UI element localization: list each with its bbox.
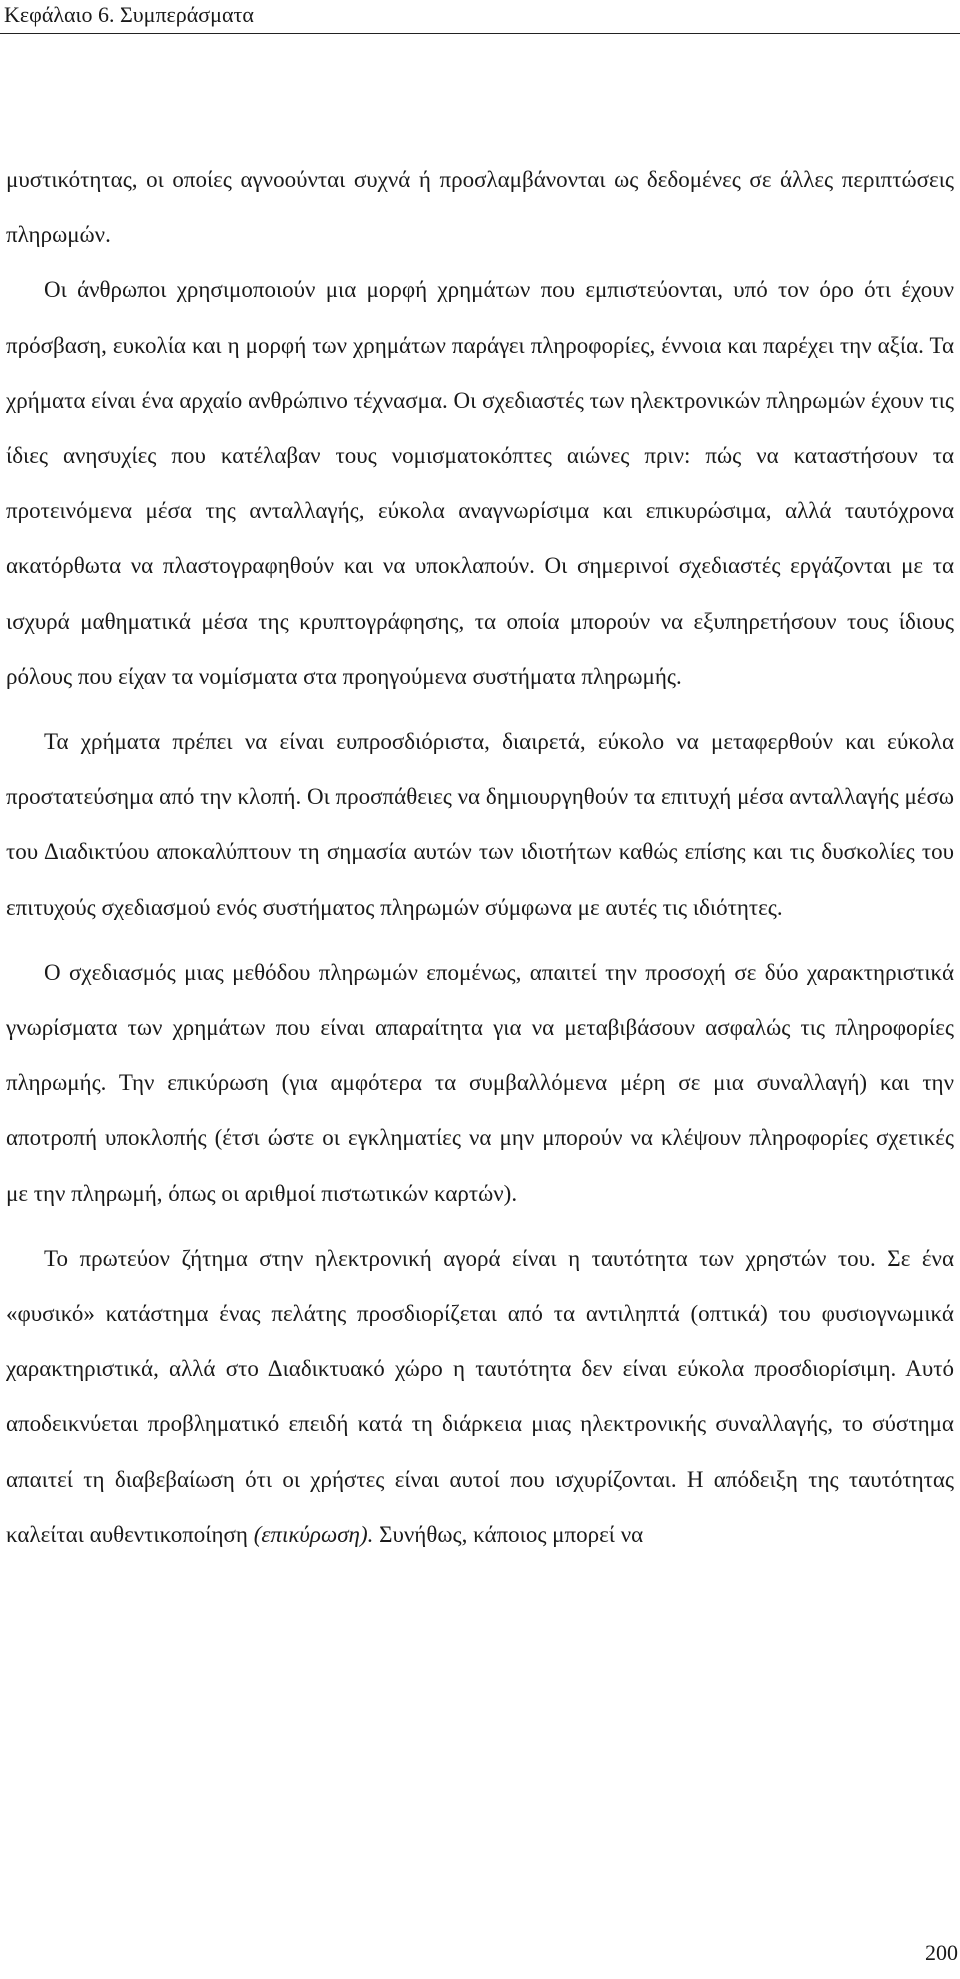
paragraph: Οι άνθρωποι χρησιμοποιούν μια μορφή χρημάτων που εμπιστεύονται, υπό τον όρο ότι έχουν πρόσβαση, ευκολία και η μορφή των χρημάτων παράγει πληροφορίες, έννοια και παρέχει την αξία. Τα χρήματα είναι ένα αρχαίο ανθρώπινο τέχνασμα. Οι σχεδιαστές των ηλεκτρονικών πληρωμών έχουν τις ίδιες ανησυχίες που κατέλαβαν τους νομισματοκόπτες αιώνες πριν: πώς να καταστήσουν τα προτεινόμενα μέσα της ανταλλαγής, εύκολα αναγνωρίσιμα και επικυρώσιμα, αλλά ταυτόχρονα ακατόρθωτα να πλαστογραφηθούν και να υποκλαπούν. Οι σημερινοί σχεδιαστές εργάζονται με τα ισχυρά μαθηματικά μέσα της κρυπτογράφησης, τα οποία μπορούν να εξυπηρετήσουν τους ίδιους ρόλους που είχαν τα νομίσματα στα προηγούμενα συστήματα πληρωμής. [6, 277, 954, 689]
paragraph-text: Το πρωτεύον ζήτημα στην ηλεκτρονική αγορά είναι η ταυτότητα των χρηστών του. Σε ένα «φυσικό» κατάστημα ένας πελάτης προσδιορίζεται από τα αντιληπτά (οπτικά) του φυσιογνωμικά χαρακτηριστικά, αλλά στο Διαδικτυακό χώρο η ταυτότητα δεν είναι εύκολα προσδιορίσιμη. Αυτό αποδεικνύεται προβληματικό επειδή κατά τη διάρκεια μιας ηλεκτρονικής συναλλαγής, το σύστημα απαιτεί τη διαβεβαίωση ότι οι χρήστες είναι αυτοί που ισχυρίζονται. Η απόδειξη της ταυτότητας καλείται αυθεντικοποίηση [6, 1245, 954, 1547]
page-number: 200 [925, 1940, 958, 1965]
paragraph-text: Συνήθως, κάποιος μπορεί να [373, 1521, 644, 1547]
italic-term: (επικύρωση). [253, 1521, 374, 1547]
chapter-title: Κεφάλαιο 6. Συμπεράσματα [4, 2, 254, 27]
paragraph-continuation: μυστικότητας, οι οποίες αγνοούνται συχνά ή προσλαμβάνονται ως δεδομένες σε άλλες περιπτώσεις πληρωμών. [6, 167, 954, 248]
paragraph: Τα χρήματα πρέπει να είναι ευπροσδιόριστα, διαιρετά, εύκολο να μεταφερθούν και εύκολα προστατεύσημα από την κλοπή. Οι προσπάθειες να δημιουργηθούν τα επιτυχή μέσα ανταλλαγής μέσω του Διαδικτύου αποκαλύπτουν τη σημασία αυτών των ιδιοτήτων καθώς επίσης και τις δυσκολίες του επιτυχούς σχεδιασμού ενός συστήματος πληρωμών σύμφωνα με αυτές τις ιδιότητες. [6, 729, 954, 920]
paragraph [6, 1231, 954, 1562]
document-body [6, 152, 954, 1562]
paragraph: Ο σχεδιασμός μιας μεθόδου πληρωμών επομένως, απαιτεί την προσοχή σε δύο χαρακτηριστικά γνωρίσματα των χρημάτων που είναι απαραίτητα για να μεταβιβάσουν ασφαλώς τις πληροφορίες πληρωμής. Την επικύρωση (για αμφότερα τα συμβαλλόμενα μέρη σε μια συναλλαγή) και την αποτροπή υποκλοπής (έτσι ώστε οι εγκληματίες να μην μπορούν να κλέψουν πληροφορίες σχετικές με την πληρωμή, όπως οι αριθμοί πιστωτικών καρτών). [6, 959, 954, 1206]
running-header [0, 0, 960, 34]
